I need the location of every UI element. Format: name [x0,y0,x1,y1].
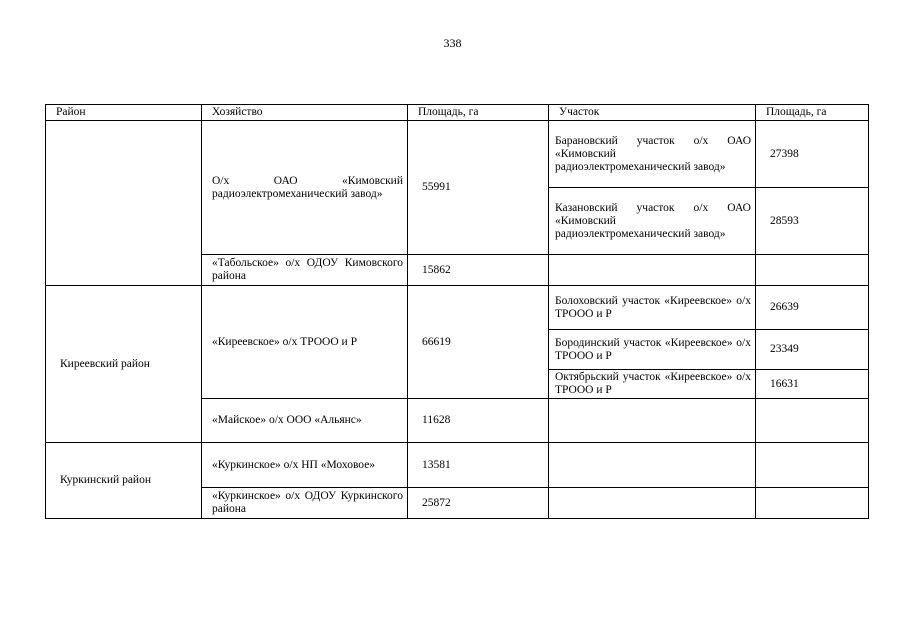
farm-cell: «Куркинское» о/х ОДОУ Куркинского района [202,488,408,519]
farm-name-line2: радиоэлектромеханический завод» [212,187,383,200]
plot-area-cell-empty [756,488,869,519]
plot-name-cell: Барановский участок о/х ОАО «Кимовский радиоэлектромеханический завод» [549,121,756,188]
farm-area-cell: 25872 [408,488,549,519]
header-plot-area: Площадь, га [756,105,869,121]
farm-name-word: О/х [212,174,230,187]
farm-area-cell: 66619 [408,286,549,399]
farm-area-cell: 55991 [408,121,549,255]
plot-name-cell: Бородинский участок «Киреевское» о/х ТРООО и Р [549,330,756,370]
page-number: 338 [443,36,462,50]
farm-cell: «Майское» о/х ООО «Альянс» [202,399,408,443]
plot-name-cell: Казановский участок о/х ОАО «Кимовский радиоэлектромеханический завод» [549,188,756,255]
plot-area-cell-empty [756,399,869,443]
farm-name-line1 [212,175,403,188]
header-farm: Хозяйство [202,105,408,121]
plot-area-cell: 27398 [756,121,869,188]
farm-cell: «Киреевское» о/х ТРООО и Р [202,286,408,399]
plot-area-cell: 26639 [756,286,869,330]
farm-area-cell: 13581 [408,443,549,488]
plot-area-cell: 28593 [756,188,869,255]
header-row [46,105,869,121]
plot-name-cell-empty [549,399,756,443]
plot-area-cell-empty [756,255,869,286]
plot-area-cell: 16631 [756,370,869,399]
farm-name-word: ОАО [273,174,298,187]
plot-area-cell-empty [756,443,869,488]
plot-name-cell-empty [549,255,756,286]
header-plot: Участок [549,105,756,121]
table-row [46,121,869,188]
plot-name-cell: Болоховский участок «Киреевское» о/х ТРООО и Р [549,286,756,330]
plot-name-cell-empty [549,488,756,519]
farm-cell: «Куркинское» о/х НП «Моховое» [202,443,408,488]
table-row [46,286,869,330]
farm-cell [202,121,408,255]
plot-name-cell: Октябрьский участок «Киреевское» о/х ТРООО и Р [549,370,756,399]
farm-area-cell: 15862 [408,255,549,286]
plot-name-cell-empty [549,443,756,488]
plot-area-cell: 23349 [756,330,869,370]
farm-cell: «Табольское» о/х ОДОУ Кимовского района [202,255,408,286]
farm-area-cell: 11628 [408,399,549,443]
district-cell-kireevsky: Киреевский район [46,286,202,443]
table-row [46,443,869,488]
header-farm-area: Площадь, га [408,105,549,121]
district-cell-kimovsky [46,121,202,286]
district-cell-kurkinsky: Куркинский район [46,443,202,519]
land-table [45,104,869,519]
farm-name-word: «Кимовский [342,174,403,187]
header-district: Район [46,105,202,121]
